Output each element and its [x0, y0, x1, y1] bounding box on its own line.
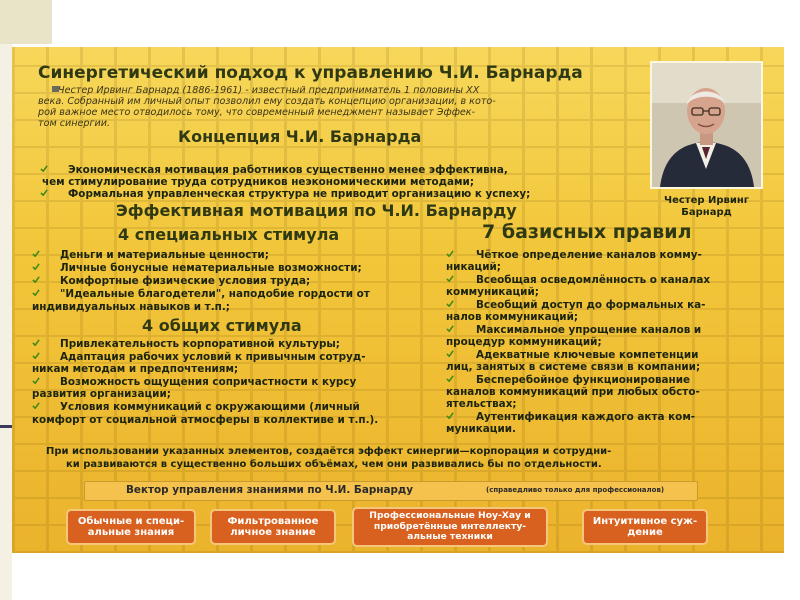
- knowledge-box-knowhow: [352, 507, 548, 547]
- basic-rule-item: налов коммуникаций;: [446, 311, 579, 323]
- checkmark-icon: [446, 350, 454, 357]
- knowledge-box-line: Фильтрованное: [227, 515, 319, 527]
- intro-line: том синергии.: [38, 118, 111, 129]
- left-decor-dash: [0, 425, 12, 428]
- general-stimulus-item: Условия коммуникаций с окружающими (личный: [60, 401, 360, 413]
- basic-rule-item: коммуникаций;: [446, 286, 539, 298]
- special-stimulus-item: индивидуальных навыков и т.п.;: [32, 301, 230, 313]
- checkmark-icon: [32, 263, 40, 270]
- checkmark-icon: [446, 412, 454, 419]
- knowledge-box-line: личное знание: [230, 527, 316, 538]
- basic-rule-item: каналов коммуникаций при любых обсто-: [446, 386, 700, 398]
- portrait-caption: Честер Ирвинг: [663, 195, 749, 206]
- basic-rule-item: муникации.: [446, 423, 516, 435]
- basic-rule-item: никаций;: [446, 261, 501, 273]
- checkmark-icon: [446, 275, 454, 282]
- corner-decor: [0, 0, 52, 44]
- basic-rule-item: Бесперебойное функционирование: [476, 374, 691, 386]
- summary-text: При использовании указанных элементов, создаётся эффект синергии—корпорация и сотрудни-: [46, 446, 612, 457]
- general-stimulus-item: развития организации;: [32, 388, 171, 400]
- special-stimulus-item: "Идеальные благодетели", наподобие гордости от: [60, 288, 370, 300]
- intro-line: века. Собранный им личный опыт позволил ему создать концепцию организации, в кото-: [38, 96, 496, 107]
- checkmark-icon: [32, 352, 40, 359]
- concept-heading: Концепция Ч.И. Барнарда: [178, 127, 422, 146]
- general-stimulus-item: Привлекательность корпоративной культуры;: [60, 338, 340, 350]
- knowledge-box-line: приобретённые интеллекту-: [373, 520, 527, 532]
- checkmark-icon: [32, 377, 40, 384]
- knowledge-vector-title: Вектор управления знаниями по Ч.И. Барнарду: [126, 484, 414, 496]
- knowledge-box-line: дение: [627, 527, 663, 538]
- knowledge-box-line: Обычные и специ-: [77, 515, 185, 527]
- basic-rule-item: ятельствах;: [446, 398, 517, 410]
- special-stimulus-item: Комфортные физические условия труда;: [60, 275, 311, 287]
- basic-rule-item: Максимальное упрощение каналов и: [476, 324, 702, 336]
- concept-item: чем стимулирование труда сотрудников неэкономическими методами;: [42, 176, 474, 188]
- portrait-photo: [650, 61, 763, 189]
- basic-rule-item: Всеобщий доступ до формальных ка-: [476, 299, 706, 311]
- left-decor-strip: [0, 44, 12, 600]
- general-stimuli-heading: 4 общих стимула: [142, 316, 302, 335]
- general-stimulus-item: Адаптация рабочих условий к привычным сотруд-: [60, 351, 366, 363]
- checkmark-icon: [32, 250, 40, 257]
- knowledge-box-intuitive: [582, 509, 708, 545]
- knowledge-box-line: Интуитивное суж-: [592, 515, 698, 527]
- intro-line: Честер Ирвинг Барнард (1886-1961) - известный предприниматель 1 половины XX: [58, 85, 480, 96]
- checkmark-icon: [446, 375, 454, 382]
- checkmark-icon: [40, 165, 48, 172]
- basic-rule-item: Аутентификация каждого акта ком-: [476, 411, 696, 423]
- knowledge-vector-note: (справедливо только для профессионалов): [486, 486, 665, 494]
- knowledge-box-line: альные знания: [87, 527, 175, 538]
- summary-text: ки развиваются в существенно больших объёмах, чем они развивались бы по отдельности.: [66, 459, 602, 470]
- knowledge-box-line: Профессиональные Ноу-Хау и: [369, 510, 531, 522]
- basic-rules-heading: 7 базисных правил: [482, 221, 692, 243]
- checkmark-icon: [32, 289, 40, 296]
- general-stimulus-item: Возможность ощущения сопричастности к курсу: [60, 376, 357, 388]
- knowledge-box-line: альные техники: [407, 531, 493, 543]
- checkmark-icon: [32, 276, 40, 283]
- checkmark-icon: [446, 300, 454, 307]
- concept-item: Экономическая мотивация работников существенно менее эффективна,: [68, 164, 508, 176]
- checkmark-icon: [446, 325, 454, 332]
- basic-rule-item: процедур коммуникаций;: [446, 336, 602, 348]
- special-stimulus-item: Личные бонусные нематериальные возможности;: [60, 262, 362, 274]
- general-stimulus-item: никам методам и предпочтениям;: [32, 363, 239, 375]
- basic-rule-item: Чёткое определение каналов комму-: [476, 249, 702, 261]
- checkmark-icon: [446, 250, 454, 257]
- slide: [12, 47, 784, 553]
- general-stimulus-item: комфорт от социальной атмосферы в коллективе и т.п.).: [32, 414, 379, 426]
- basic-rule-item: лиц, занятых в системе связи в компании;: [446, 361, 701, 373]
- slide-title: Синергетический подход к управлению Ч.И. Барнарда: [38, 63, 583, 83]
- portrait-photo-image: [652, 63, 761, 187]
- special-stimuli-heading: 4 специальных стимула: [118, 225, 340, 244]
- checkmark-icon: [32, 339, 40, 346]
- basic-rule-item: Всеобщая осведомлённость о каналах: [476, 274, 711, 286]
- knowledge-box-ordinary: [66, 509, 196, 545]
- basic-rule-item: Адекватные ключевые компетенции: [476, 349, 699, 361]
- checkmark-icon: [40, 189, 48, 196]
- motivation-heading: Эффективная мотивация по Ч.И. Барнарду: [116, 201, 517, 220]
- concept-item: Формальная управленческая структура не приводит организацию к успеху;: [68, 188, 531, 200]
- portrait-caption: Барнард: [681, 207, 732, 218]
- checkmark-icon: [32, 402, 40, 409]
- special-stimulus-item: Деньги и материальные ценности;: [60, 249, 269, 261]
- intro-line: рой важное место отводилось тому, что современный менеджмент называет Эффек-: [38, 107, 476, 118]
- knowledge-box-filtered: [210, 509, 336, 545]
